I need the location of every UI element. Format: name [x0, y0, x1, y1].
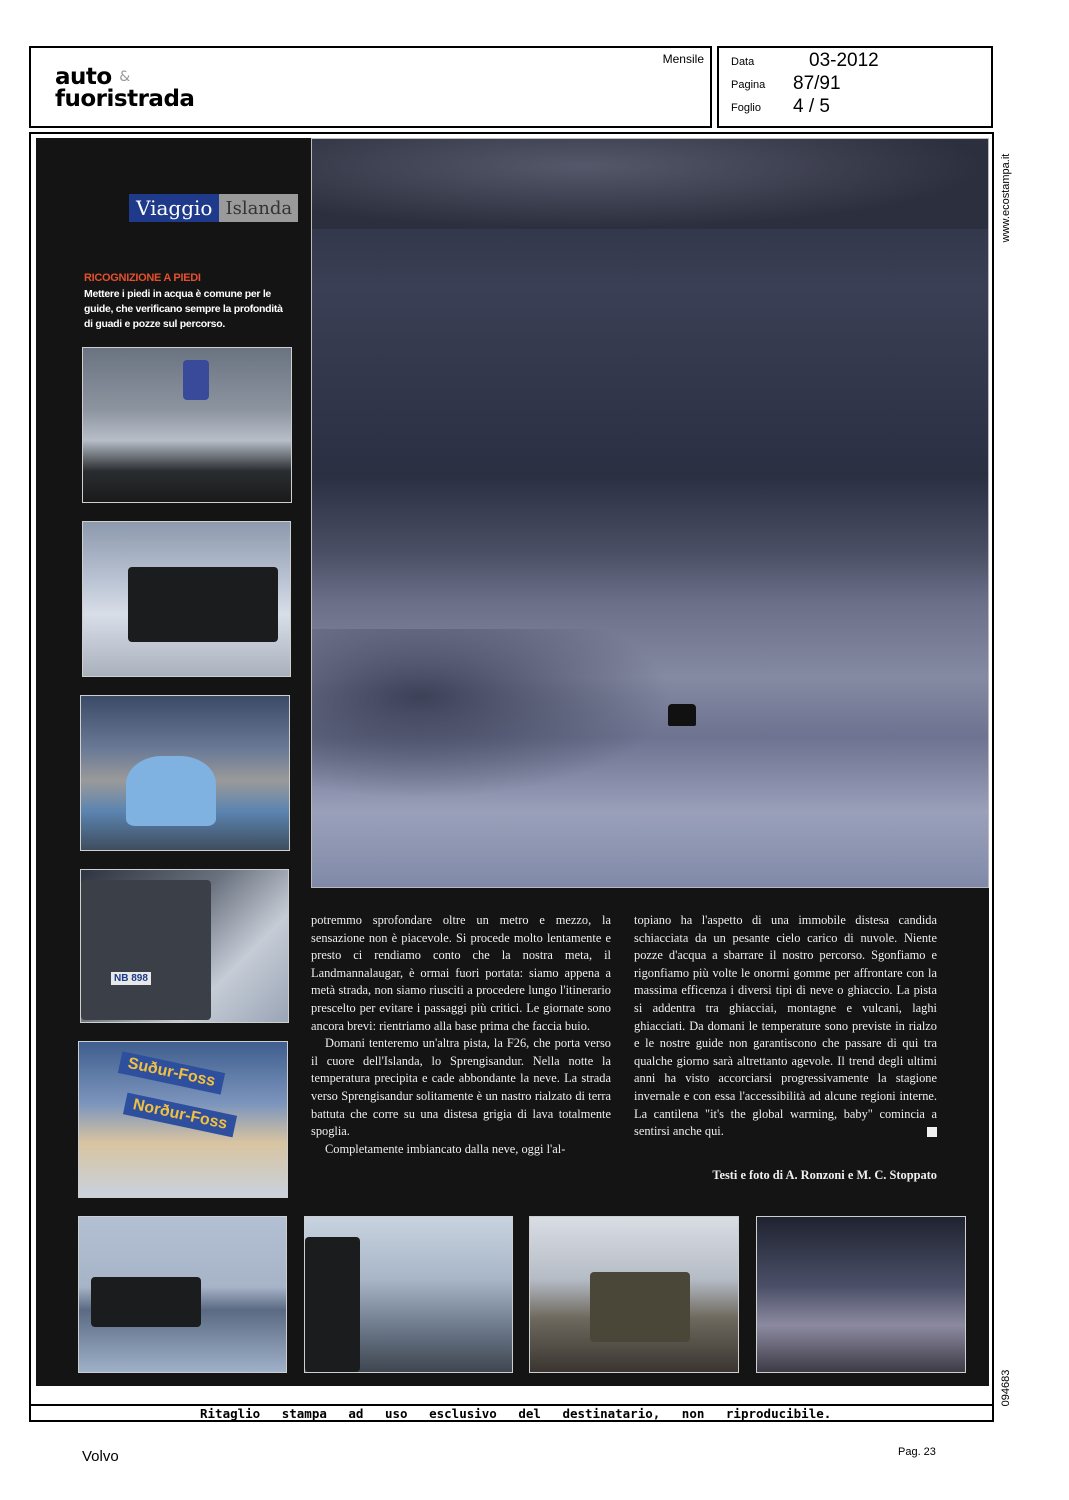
photo-vehicle-stuck: [529, 1216, 739, 1373]
article-column-1: [311, 912, 611, 1158]
article-credits: Testi e foto di A. Ronzoni e M. C. Stoppato: [712, 1168, 937, 1182]
section-badge: [129, 194, 298, 222]
page-value: 87/91: [793, 73, 841, 94]
side-url: www.ecostampa.it: [1000, 153, 1012, 242]
guide-figure: [183, 360, 209, 400]
paragraph: Domani tenteremo un'altra pista, la F26, che porta verso il cuore dell'Islanda, lo Sprengisandur. Nella notte la temperatura precipita e cade abbondante la neve. La strada verso Sprengisandur solitamente è un nastro rialzato di terra battuta che corre su una distesa grigia di lava totalmente spoglia.: [311, 1036, 611, 1139]
photo-ice-formation: [80, 695, 290, 851]
snow-shadow: [312, 629, 672, 799]
sheet-label: Foglio: [731, 102, 761, 114]
license-plate: NB 898: [111, 972, 151, 985]
logo-ampersand: &: [119, 69, 130, 85]
photo-road-signs: [78, 1041, 288, 1198]
logo-word-auto: auto: [55, 64, 112, 90]
vehicle-body: [590, 1272, 690, 1342]
photo-guide-in-water: [82, 347, 292, 503]
client-name: Volvo: [82, 1448, 119, 1465]
paragraph: topiano ha l'aspetto di una immobile distesa candida schiacciata da un pesante cielo carico di nuvole. Niente pozze d'acqua a sbarrare il nostro percorso. Sgonfiamo e rigonfiamo più volte le onormi gomme per affrontare con la massima efficenza i diversi tipi di neve o ghiaccio. La pista si addentra tra ghiacciai, montagne e vulcani, laghi ghiacciati. Da domani le temperature sono previste in rialzo e le nostre guide non garantiscono che passare di qui tra qualche giorno sarà altrettanto agevole. Il trend degli ultimi anni ha visto accorciarsi progressivamente la stagione invernale e con essa l'accessibilità ad alcune regioni interne. La cantilena "it's the global warming, baby" comincia a sentirsi anche qui.: [634, 913, 937, 1139]
vehicle-body: [91, 1277, 201, 1327]
end-mark-icon: [927, 1127, 937, 1137]
date-value: 03-2012: [809, 50, 879, 71]
logo-word-fuoristrada: fuoristrada: [55, 86, 195, 112]
masthead-box: [29, 46, 712, 128]
section-label: Viaggio: [129, 194, 219, 222]
vehicle-rear: [81, 880, 211, 1020]
magazine-page: [36, 138, 989, 1386]
publication-logo: [55, 66, 194, 110]
photo-4x4-in-snow: [82, 521, 291, 677]
sign-nordur-foss: Norður-Foss: [123, 1093, 237, 1138]
page-number: Pag. 23: [898, 1446, 936, 1458]
date-label: Data: [731, 56, 755, 68]
side-code: 094683: [1000, 1369, 1012, 1406]
storm-clouds: [312, 139, 988, 229]
photo-towing-vehicle: [304, 1216, 513, 1373]
hero-photo-snow-plateau: [311, 138, 989, 888]
vehicle-body: [128, 567, 278, 642]
place-label: Islanda: [219, 194, 298, 222]
article-column-2: [634, 912, 937, 1141]
vehicle-side: [305, 1237, 360, 1372]
sign-sudur-foss: Suður-Foss: [118, 1051, 225, 1094]
paragraph: potremmo sprofondare oltre un metro e mezzo, la sensazione non è piacevole. Si procede molto lentamente e presto ci rendiamo conto che la nostra meta, il Landmannalaugar, è ormai fuori portata: siamo appena a metà strada, non siamo riusciti a procedere lungo l'itinerario prescelto per evitare i passaggi più critici. Le giornate sono ancora brevi: rientriamo alla base prima che faccia buio.: [311, 913, 611, 1033]
ice-shape: [126, 756, 216, 826]
issue-info-box: [717, 46, 993, 128]
caption-body: Mettere i piedi in acqua è comune per le guide, che verificano sempre la profondità di guadi e pozze sul percorso.: [84, 288, 283, 330]
photo-vehicle-rear: [80, 869, 289, 1023]
page-label: Pagina: [731, 79, 766, 91]
photo-sunset-sky: [756, 1216, 966, 1373]
frequency-label: Mensile: [662, 52, 704, 66]
vehicle-silhouette: [668, 704, 696, 726]
footer-notice: Ritaglio stampa ad uso esclusivo del destinatario, non riproducibile.: [200, 1406, 832, 1421]
sheet-value: 4 / 5: [793, 96, 830, 117]
photo-vehicle-on-ice: [78, 1216, 287, 1373]
paragraph: Completamente imbiancato dalla neve, oggi l'al-: [325, 1141, 566, 1156]
caption-title: RICOGNIZIONE A PIEDI: [84, 272, 201, 284]
